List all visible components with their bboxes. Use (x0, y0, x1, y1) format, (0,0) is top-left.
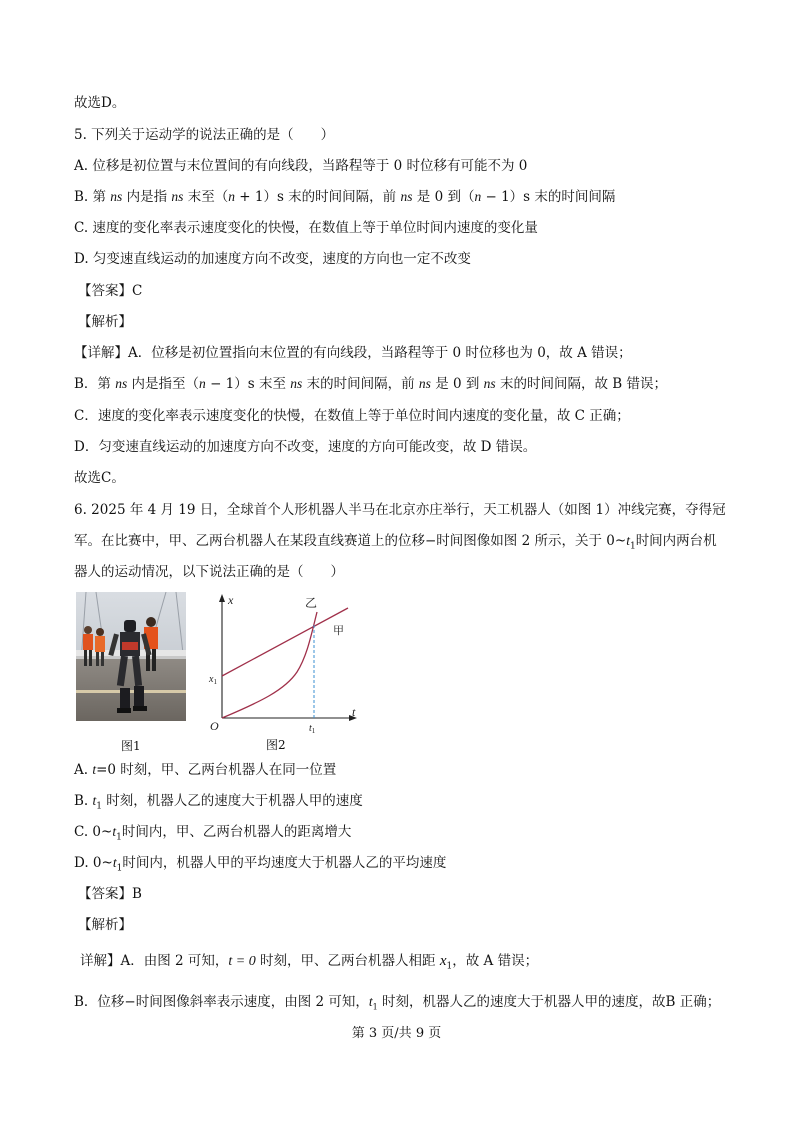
question-6-option-c: C. $0\sim t_1$时间内，甲、乙两台机器人的距离增大 (74, 824, 352, 843)
question-6-option-b: B. $t_1$ 时刻，机器人乙的速度大于机器人甲的速度 (74, 793, 363, 812)
question-5-option-b: B. 第 ns 内是指 ns 末至（n + 1）s 末的时间间隔，前 ns 是 0 到（n − 1）s 末的时间间隔 (74, 189, 616, 205)
previous-answer-conclusion: 故选D。 (74, 95, 126, 111)
figure-2-caption: 图2 (266, 738, 286, 752)
question-6-stem-line-1: 6. 2025 年 4 月 19 日，全球首个人形机器人半马在北京亦庄举行，天工机器人（如图 1）冲线完赛，夺得冠 (74, 502, 726, 518)
x1-label: $x_1$ (209, 674, 217, 686)
x-axis-label: t (352, 705, 356, 719)
question-5-answer: 【答案】C (78, 283, 143, 299)
question-6-option-d: D. $0\sim t_1$时间内，机器人甲的平均速度大于机器人乙的平均速度 (74, 855, 447, 874)
figure-1-robot-photo (76, 592, 186, 721)
question-5-option-c: C. 速度的变化率表示速度变化的快慢，在数值上等于单位时间内速度的变化量 (74, 220, 538, 236)
series-yi-curve (222, 612, 317, 718)
series-jia-line (222, 608, 348, 676)
question-5-detail-b: B．第 ns 内是指至（n − 1）s 末至 ns 末的时间间隔，前 ns 是 0 到 ns 末的时间间隔，故 B 错误； (74, 376, 667, 392)
question-5-conclusion: 故选C。 (74, 470, 125, 486)
question-6-option-a: A. t=0 时刻，甲、乙两台机器人在同一位置 (74, 762, 337, 778)
figure-2-xt-graph (205, 590, 365, 735)
series-yi-label: 乙 (305, 596, 318, 610)
series-jia-label: 甲 (333, 624, 344, 637)
question-6-answer: 【答案】B (78, 886, 142, 902)
t1-label: $t_1$ (309, 723, 316, 735)
question-5-detail-d: D．匀变速直线运动的加速度方向不改变，速度的方向可能改变，故 D 错误。 (74, 439, 537, 455)
question-6-detail-a: 详解】A．由图 2 可知，t = 0 时刻，甲、乙两台机器人相距 $x_1$，故 A 错误； (80, 953, 539, 972)
question-6-stem-line-2: 军。在比赛中，甲、乙两台机器人在某段直线赛道上的位移−时间图像如图 2 所示，关于 $0\sim t_1$时间内两台机 (74, 533, 717, 552)
y-axis-label: x (228, 593, 234, 607)
question-5-option-d: D. 匀变速直线运动的加速度方向不改变，速度的方向也一定不改变 (74, 251, 471, 267)
question-5-stem: 5. 下列关于运动学的说法正确的是（ ） (74, 127, 335, 143)
question-6-stem-line-3: 器人的运动情况，以下说法正确的是（ ） (74, 564, 344, 580)
question-5-detail-c: C．速度的变化率表示速度变化的快慢，在数值上等于单位时间内速度的变化量，故 C 正确； (74, 408, 630, 424)
question-5-option-a: A. 位移是初位置与末位置间的有向线段，当路程等于 0 时位移有可能不为 0 (74, 158, 528, 174)
question-6-detail-b: B．位移−时间图像斜率表示速度，由图 2 可知，$t_1$ 时刻，机器人乙的速度大于机器人甲的速度，故B 正确； (74, 994, 721, 1012)
figure-1-caption: 图1 (121, 739, 141, 753)
question-6-analysis-heading: 【解析】 (78, 917, 132, 933)
origin-label: O (210, 719, 219, 733)
question-5-detail-a: 【详解】A．位移是初位置指向末位置的有向线段，当路程等于 0 时位移也为 0，故 A 错误； (74, 345, 632, 361)
question-5-analysis-heading: 【解析】 (78, 314, 132, 330)
y-axis-arrow (219, 594, 225, 602)
page-footer: 第 3 页/共 9 页 (351, 1026, 442, 1041)
